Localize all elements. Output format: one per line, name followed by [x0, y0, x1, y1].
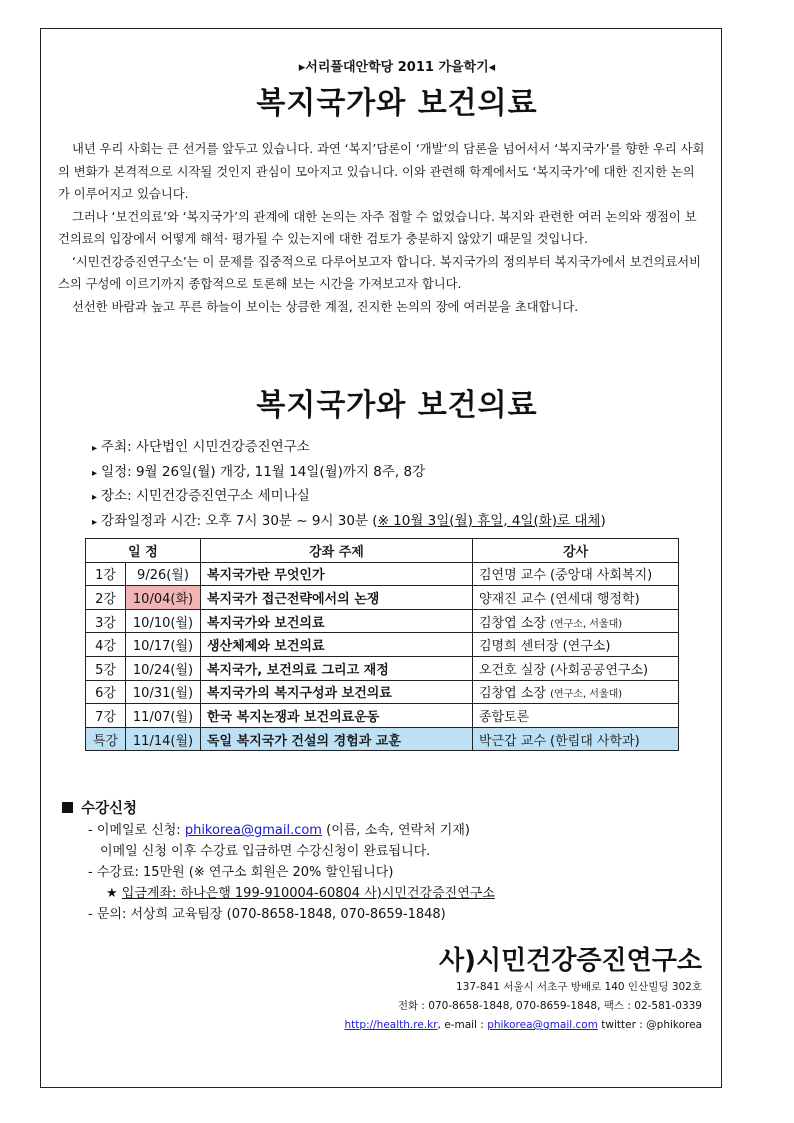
info-place: ▸ 장소: 시민건강증진연구소 세미나실	[92, 488, 310, 504]
table-row	[86, 633, 679, 657]
lecture-date-highlighted: 10/04(화)	[126, 586, 201, 610]
info-schedule: ▸ 일정: 9월 26일(월) 개강, 11월 14일(월)까지 8주, 8강	[92, 463, 426, 480]
lecture-lecturer: 박근갑 교수 (한림대 사학과)	[473, 727, 679, 751]
website-link[interactable]: http://health.re.kr	[344, 1019, 438, 1031]
lecture-number: 특강	[86, 727, 126, 751]
intro-paragraph: 그러나 ‘보건의료’와 ‘복지국가’의 관계에 대한 논의는 자주 접할 수 없었습니다. 복지와 관련한 여러 논의와 쟁점이 보건의료의 입장에서 어떻게 해석· 평가될 수 있는지에 대한 검토가 충분하지 않았기 때문일 것입니다.	[58, 209, 697, 246]
lecture-number: 2강	[86, 586, 126, 610]
lecture-number: 3강	[86, 609, 126, 633]
col-header-date: 일 정	[86, 539, 201, 563]
lecture-topic: 복지국가, 보건의료 그리고 재정	[201, 656, 473, 680]
footer-links: http://health.re.kr, e-mail : phikorea@gmail.com twitter : @phikorea	[344, 1019, 702, 1031]
lecture-number: 6강	[86, 680, 126, 704]
intro-paragraph: 내년 우리 사회는 큰 선거를 앞두고 있습니다. 과연 ‘복지’담론이 ‘개발’의 담론을 넘어서서 ‘복지국가’를 향한 우리 사회의 변화가 본격적으로 시작될 것인지 관심이 모아지고 있습니다. 이와 관련해 학계에서도 ‘복지국가’에 대한 진지한 논의가 이루어지고 있습니다.	[58, 142, 705, 201]
semester-kicker: ▸서리풀대안학당 2011 가을학기◂	[298, 60, 496, 75]
table-header-row	[86, 539, 679, 563]
arrow-right-icon: ▸	[92, 492, 98, 503]
table-row-special	[86, 727, 679, 751]
arrow-right-icon: ▸	[92, 443, 98, 454]
lecture-lecturer: 김창엽 소장 (연구소, 서울대)	[473, 609, 679, 633]
lecture-lecturer: 종합토론	[473, 704, 679, 728]
email-note: 이메일 신청 이후 수강료 입금하면 수강신청이 완료됩니다.	[100, 844, 431, 859]
lecture-topic: 한국 복지논쟁과 보건의료운동	[201, 704, 473, 728]
lecture-date: 10/10(월)	[126, 609, 201, 633]
schedule-table	[85, 538, 679, 751]
page-title: 복지국가와 보건의료	[256, 86, 538, 121]
registration-email-link[interactable]: phikorea@gmail.com	[184, 823, 322, 838]
footer-contact	[345, 978, 702, 1035]
lecture-topic: 복지국가 접근전략에서의 논쟁	[201, 586, 473, 610]
lecture-date: 11/14(월)	[126, 727, 201, 751]
intro-text	[58, 138, 706, 318]
col-header-topic: 강좌 주제	[201, 539, 473, 563]
lecture-topic: 독일 복지국가 건설의 경험과 교훈	[201, 727, 473, 751]
table-row	[86, 704, 679, 728]
lecture-date: 11/07(월)	[126, 704, 201, 728]
lecture-lecturer: 오건호 실장 (사회공공연구소)	[473, 656, 679, 680]
lecture-number: 1강	[86, 562, 126, 586]
info-time: ▸ 강좌일정과 시간: 오후 7시 30분 ~ 9시 30분 (※ 10월 3일(월) 휴일, 4일(화)로 대체)	[92, 512, 606, 529]
registration-heading: 수강신청	[62, 797, 137, 818]
col-header-lecturer: 강사	[473, 539, 679, 563]
course-info	[92, 436, 712, 534]
lecture-lecturer: 양재진 교수 (연세대 행정학)	[473, 586, 679, 610]
lecture-date: 10/24(월)	[126, 656, 201, 680]
lecture-date: 10/31(월)	[126, 680, 201, 704]
contact-line: - 문의: 서상희 교육팀장 (070-8658-1848, 070-8659-1848)	[88, 907, 446, 922]
table-row	[86, 609, 679, 633]
lecture-topic: 복지국가와 보건의료	[201, 609, 473, 633]
lecture-topic: 복지국가란 무엇인가	[201, 562, 473, 586]
footer-phone: 전화 : 070-8658-1848, 070-8659-1848, 팩스 : 02-581-0339	[397, 1000, 702, 1012]
lecture-number: 5강	[86, 656, 126, 680]
registration-info	[88, 820, 495, 925]
lecture-lecturer: 김명희 센터장 (연구소)	[473, 633, 679, 657]
footer-address: 137-841 서울시 서초구 방배로 140 인산빌딩 302호	[456, 981, 702, 993]
organization-name: 사)시민건강증진연구소	[438, 946, 702, 976]
table-row	[86, 562, 679, 586]
square-bullet-icon	[62, 802, 73, 813]
section-title: 복지국가와 보건의료	[256, 388, 538, 423]
table-row	[86, 656, 679, 680]
lecture-lecturer: 김연명 교수 (중앙대 사회복지)	[473, 562, 679, 586]
lecture-lecturer: 김창엽 소장 (연구소, 서울대)	[473, 680, 679, 704]
info-host: ▸ 주최: 사단법인 시민건강증진연구소	[92, 439, 310, 455]
arrow-right-icon: ▸	[92, 516, 98, 528]
star-icon: ★	[106, 886, 118, 901]
lecture-date: 9/26(월)	[126, 562, 201, 586]
lecture-number: 4강	[86, 633, 126, 657]
fee-line: - 수강료: 15만원 (※ 연구소 회원은 20% 할인됩니다)	[88, 865, 394, 880]
lecture-topic: 복지국가의 복지구성과 보건의료	[201, 680, 473, 704]
table-row	[86, 586, 679, 610]
holiday-note: ※ 10월 3일(월) 휴일, 4일(화)로 대체	[377, 512, 601, 529]
intro-paragraph: ‘시민건강증진연구소’는 이 문제를 집중적으로 다루어보고자 합니다. 복지국가의 정의부터 복지국가에서 보건의료서비스의 구성에 이르기까지 종합적으로 토론해 보는 시간을 가져보고자 합니다.	[58, 254, 701, 291]
table-row	[86, 680, 679, 704]
intro-paragraph: 선선한 바람과 높고 푸른 하늘이 보이는 상큼한 계절, 진지한 논의의 장에 여러분을 초대합니다.	[72, 299, 579, 314]
lecture-topic: 생산체제와 보건의료	[201, 633, 473, 657]
arrow-right-icon: ▸	[92, 467, 98, 479]
email-line: - 이메일로 신청: phikorea@gmail.com (이름, 소속, 연락처 기재)	[88, 823, 470, 838]
account-line: ★ 입금계좌: 하나은행 199-910004-60804 사)시민건강증진연구소	[106, 886, 495, 901]
footer-email-link[interactable]: phikorea@gmail.com	[487, 1019, 598, 1031]
lecture-date: 10/17(월)	[126, 633, 201, 657]
lecture-number: 7강	[86, 704, 126, 728]
